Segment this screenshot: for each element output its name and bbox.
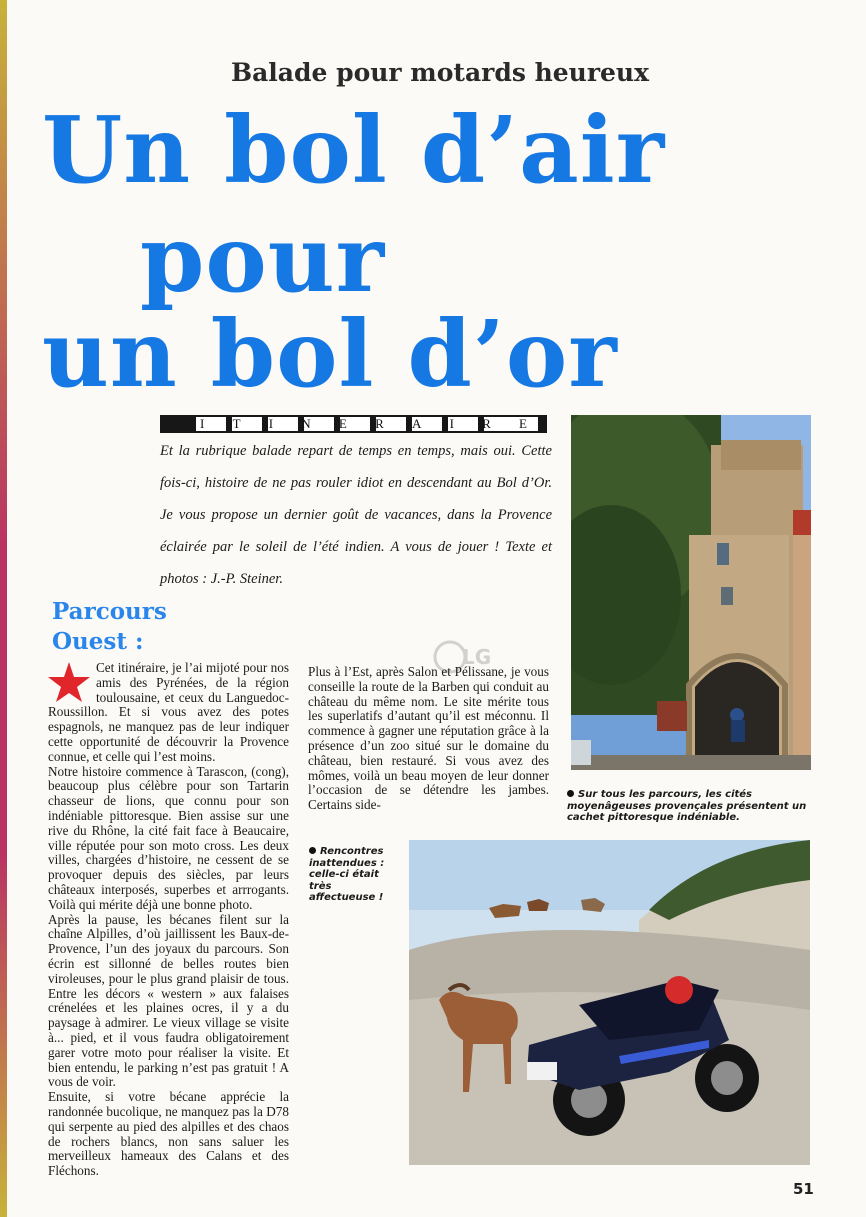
headline-line-2: pour	[140, 205, 386, 313]
paragraph: Notre histoire commence à Tarascon, (cong), beaucoup plus célèbre pour son Tartarin chasseur de lions, que connu pour son indéniable pittoresque. Bien assise sur une rive du Rhône, la cité fait face à Beaucaire, ville réputée pour son moto cross. Les deux villes, chargées d’histoire, ne cessent de se provoquer depuis des siècles, par leurs châteaux interposés, superbes et arrrogants. Voilà qui mérite déjà une bonne photo.	[48, 763, 289, 912]
headline-line-3: un bol d’or	[42, 300, 618, 408]
rubric-letter: E	[519, 416, 527, 431]
page-edge-strip	[0, 0, 7, 1217]
paragraph: Plus à l’Est, après Salon et Pélissane, je vous conseille la route de la Barben qui conduit au château du même nom. Le site mérite tous les superlatifs d’autant qu’il est méconnu. Il commence à gagner une réputation grâce à la présence d’un zoo situé sur le domaine du château, bien restauré. Si vous avez des mômes, voilà un beau moyen de leur donner l’occasion de se détendre les jambes. Certains side-	[308, 664, 549, 813]
headline-line-1: Un bol d’air	[42, 96, 666, 204]
rubric-letter: I	[268, 416, 274, 431]
caption-text: Sur tous les parcours, les cités moyenâgeuses provençales présentent un cachet pittoresque indéniable.	[567, 789, 807, 823]
caption-text: Rencontres inattendues : celle-ci était très affectueuse !	[309, 846, 385, 903]
paragraph: Après la pause, les bécanes filent sur la chaîne Alpilles, d’où jaillissent les Baux-de-Provence, l’un des joyaux du parcours. Son écrin est sillonné de belles routes bien viroleuses, pour le plus grand plaisir de tous. Entre les décors « western » aux falaises crénelées et les plaines ocres, il y a du paysage à admirer. Le vieux village se visite à... pied, et il vous faudra obligatoirement garer votre moto pour réaliser la visite. Et bien entendu, le parking n’est pas gratuit ! A vous de voir.	[48, 911, 289, 1090]
rubric-letter: N	[301, 416, 311, 431]
intro-paragraph: Et la rubrique balade repart de temps en temps, mais oui. Cette fois-ci, histoire de ne pas rouler idiot en descendant au Bol d’Or. Je vous propose un dernier goût de vacances, dans la Provence éclairée par le soleil de l’été indien. A vous de jouer ! Texte et photos : J.-P. Steiner.	[160, 443, 552, 587]
paragraph: Cet itinéraire, je l’ai mijoté pour nos amis des Pyrénées, de la région toulousaine, et ceux du Languedoc-Roussillon. Et si vous avez des potes espagnols, ne manquez pas de leur indiquer cette opportunité de découvrir la Provence connue, et celle qui l’est moins.	[48, 660, 289, 764]
watermark-text: LG	[462, 645, 492, 669]
rubric-letter: I	[200, 416, 205, 431]
photo-medieval-gate	[571, 415, 811, 770]
caption-bullet	[309, 847, 316, 854]
page-number: 51	[793, 1180, 814, 1198]
rubric-letter: T	[232, 416, 241, 431]
photo-caption-2	[309, 846, 395, 904]
rubric-letter: R	[482, 416, 491, 431]
rubric-bar	[160, 415, 547, 433]
kicker-title: Balade pour motards heureux	[230, 58, 650, 87]
section-title: Parcours Ouest :	[52, 598, 167, 655]
rubric-letter: I	[449, 416, 454, 431]
rubric-letter: E	[338, 416, 347, 431]
rubric-letter: A	[411, 416, 422, 431]
paragraph: Ensuite, si votre bécane apprécie la randonnée bucolique, ne manquez pas la D78 qui serpente au pied des alpilles et des chaos de rochers blancs, non sans saluer les merveilleux hameaux des Calans et des Fléchons.	[48, 1089, 289, 1179]
photo-caption-1	[567, 789, 812, 824]
article-column-1	[48, 661, 289, 1179]
rubric-letter: R	[375, 416, 384, 431]
article-column-2	[308, 665, 549, 813]
caption-bullet	[567, 790, 574, 797]
photo-goats-motorcycle	[409, 840, 810, 1165]
